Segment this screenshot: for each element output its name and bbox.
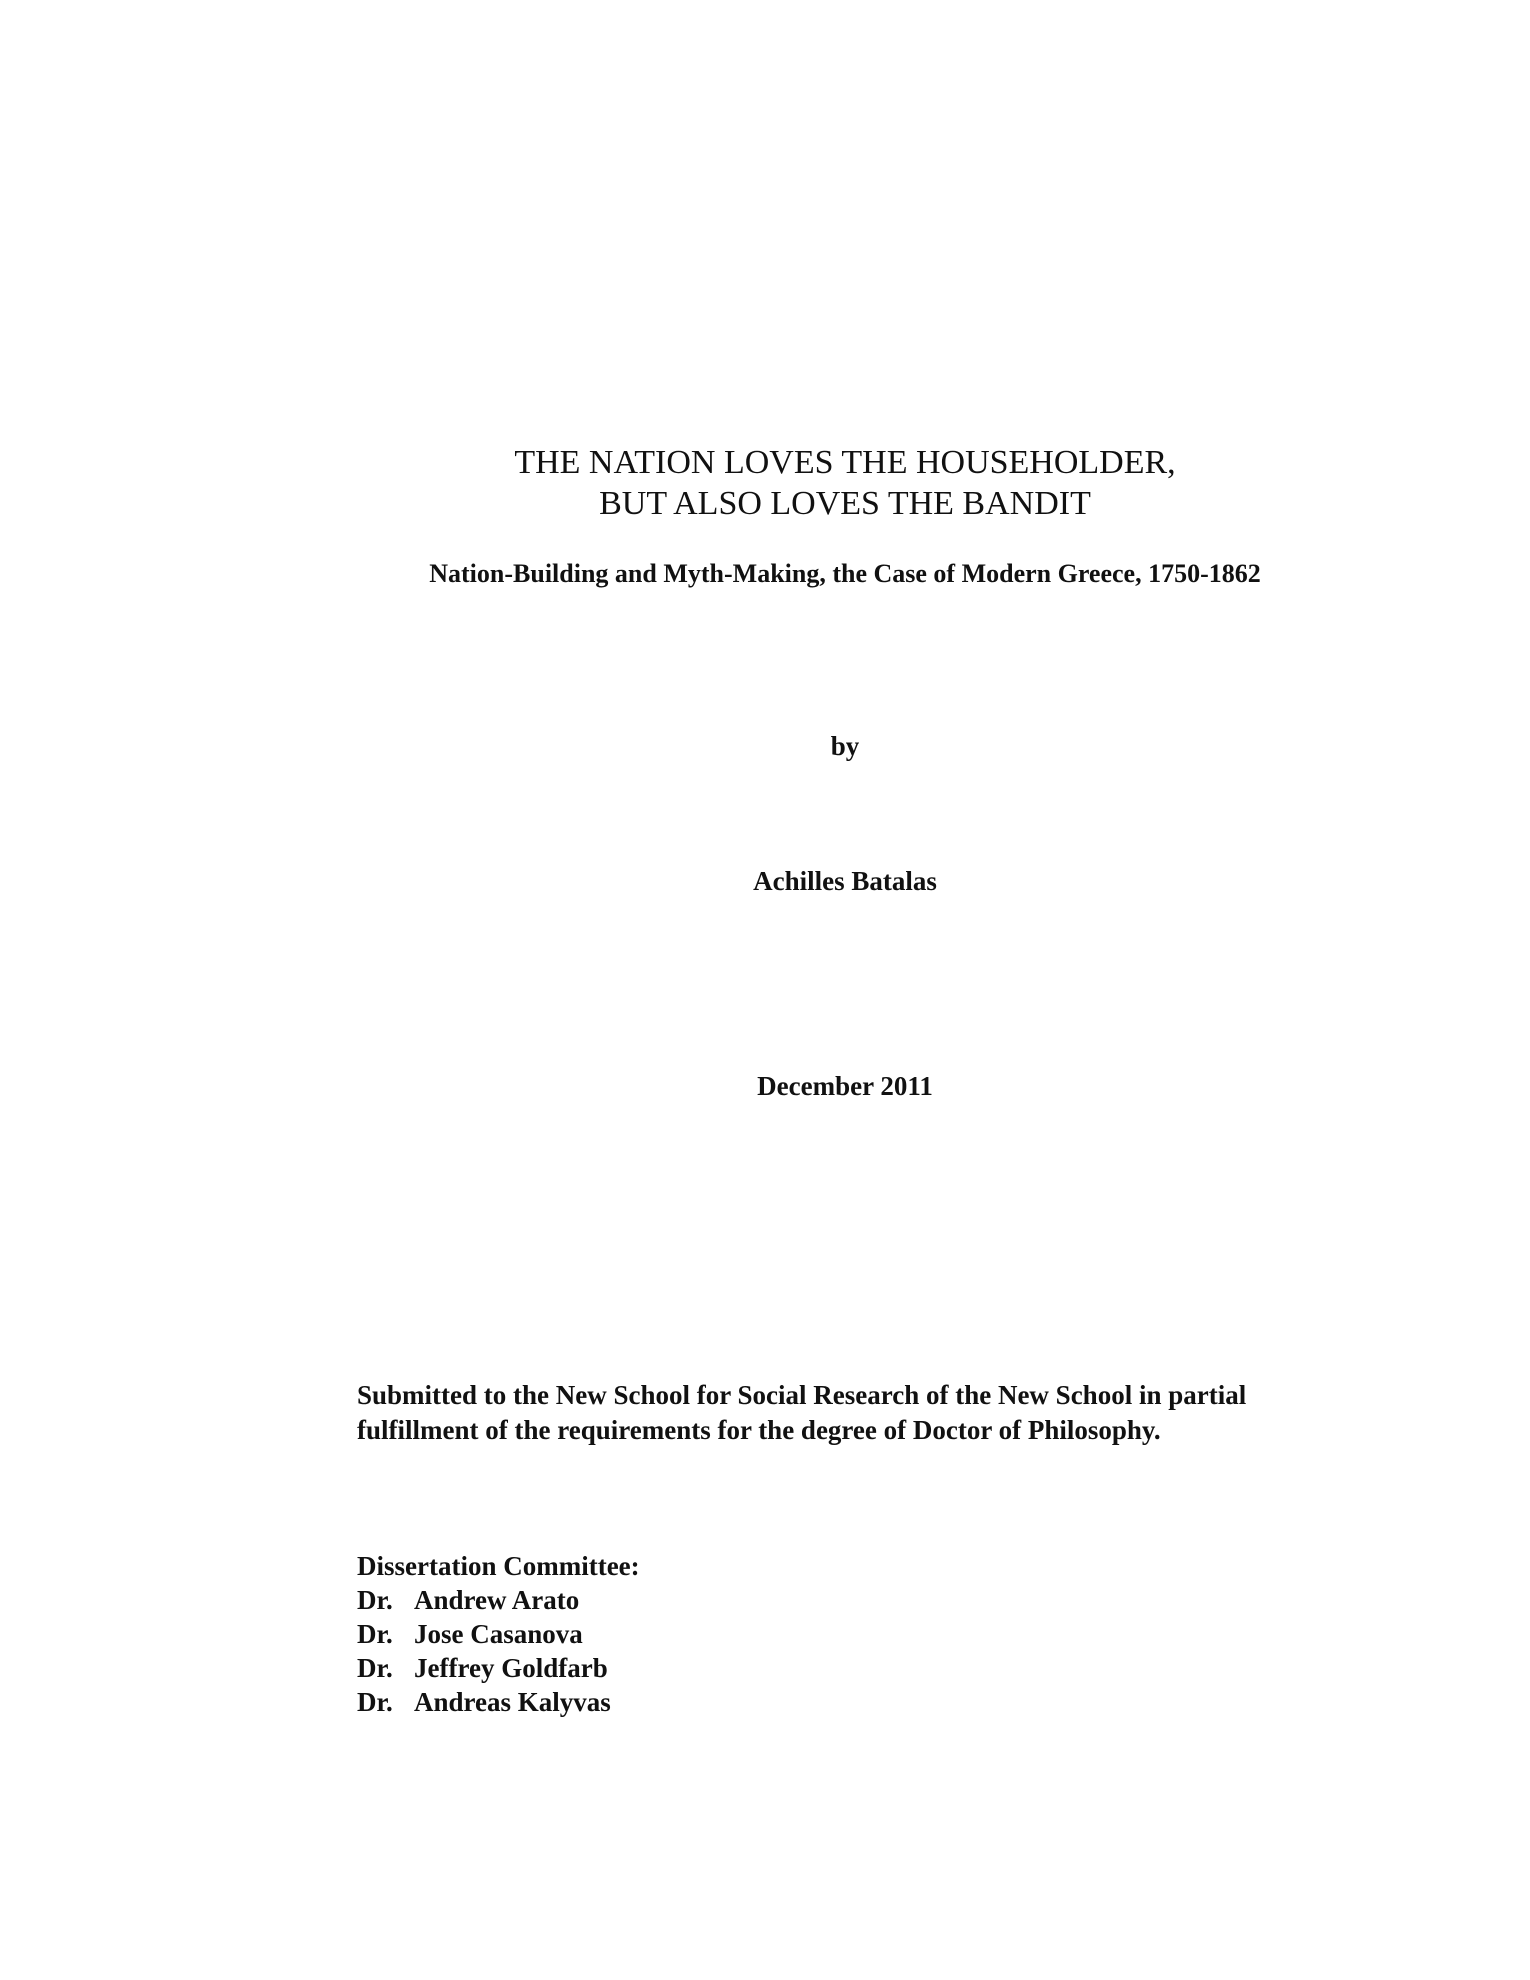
member-honorific: Dr. (357, 1585, 393, 1615)
member-name: Andreas Kalyvas (414, 1687, 611, 1717)
dissertation-subtitle: Nation-Building and Myth-Making, the Case of Modern Greece, 1750-1862 (429, 559, 1261, 588)
submission-statement (357, 1378, 1387, 1448)
dissertation-committee (357, 1549, 640, 1719)
member-honorific: Dr. (357, 1653, 393, 1683)
member-name: Jose Casanova (414, 1619, 583, 1649)
committee-member-list (357, 1583, 640, 1719)
submission-line-1: Submitted to the New School for Social Research of the New School in partial (357, 1380, 1247, 1410)
title-line-2: BUT ALSO LOVES THE BANDIT (599, 485, 1091, 522)
committee-member (357, 1583, 640, 1617)
committee-member (357, 1617, 640, 1651)
member-name: Jeffrey Goldfarb (414, 1653, 608, 1683)
member-honorific: Dr. (357, 1619, 393, 1649)
by-label: by (830, 731, 860, 761)
author-name: Achilles Batalas (753, 866, 937, 896)
committee-heading: Dissertation Committee: (357, 1551, 640, 1581)
title-line-1: THE NATION LOVES THE HOUSEHOLDER, (514, 444, 1176, 481)
submission-date: December 2011 (757, 1071, 933, 1101)
committee-member (357, 1651, 640, 1685)
member-name: Andrew Arato (414, 1585, 580, 1615)
committee-member (357, 1685, 640, 1719)
member-honorific: Dr. (357, 1687, 393, 1717)
submission-line-2: fulfillment of the requirements for the degree of Doctor of Philosophy. (357, 1415, 1161, 1445)
dissertation-title (0, 442, 1530, 524)
